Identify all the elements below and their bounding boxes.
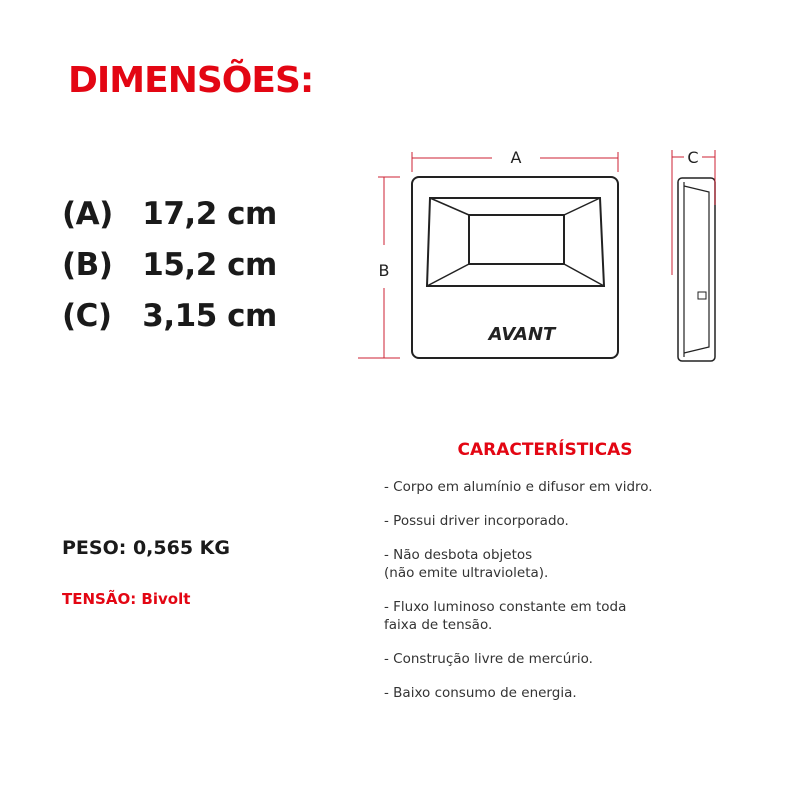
page-title: DIMENSÕES: [68, 60, 314, 101]
weight-text: PESO: 0,565 KG [62, 537, 230, 559]
label-b: B [378, 261, 390, 280]
dimension-value: 17,2 cm [142, 196, 277, 232]
label-a: A [510, 148, 522, 167]
label-c: C [687, 148, 699, 167]
feature-item: - Possui driver incorporado. [384, 513, 569, 529]
features-title: CARACTERÍSTICAS [457, 440, 633, 460]
feature-item: - Baixo consumo de energia. [384, 685, 577, 701]
feature-item: - Fluxo luminoso constante em toda faixa de tensão. [384, 599, 627, 633]
brand-logo: AVANT [488, 324, 556, 345]
feature-item: - Não desbota objetos (não emite ultravioleta). [384, 547, 549, 581]
dimension-key: (A) [62, 196, 113, 232]
dimension-value: 15,2 cm [142, 247, 277, 283]
feature-item: - Corpo em alumínio e difusor em vidro. [384, 479, 653, 495]
feature-item: - Construção livre de mercúrio. [384, 651, 593, 667]
dimension-key: (C) [62, 298, 112, 334]
features-list [384, 478, 714, 718]
tension-text: TENSÃO: Bivolt [62, 590, 191, 608]
dimension-key: (B) [62, 247, 113, 283]
led-window [469, 215, 564, 264]
dimension-value: 3,15 cm [142, 298, 277, 334]
